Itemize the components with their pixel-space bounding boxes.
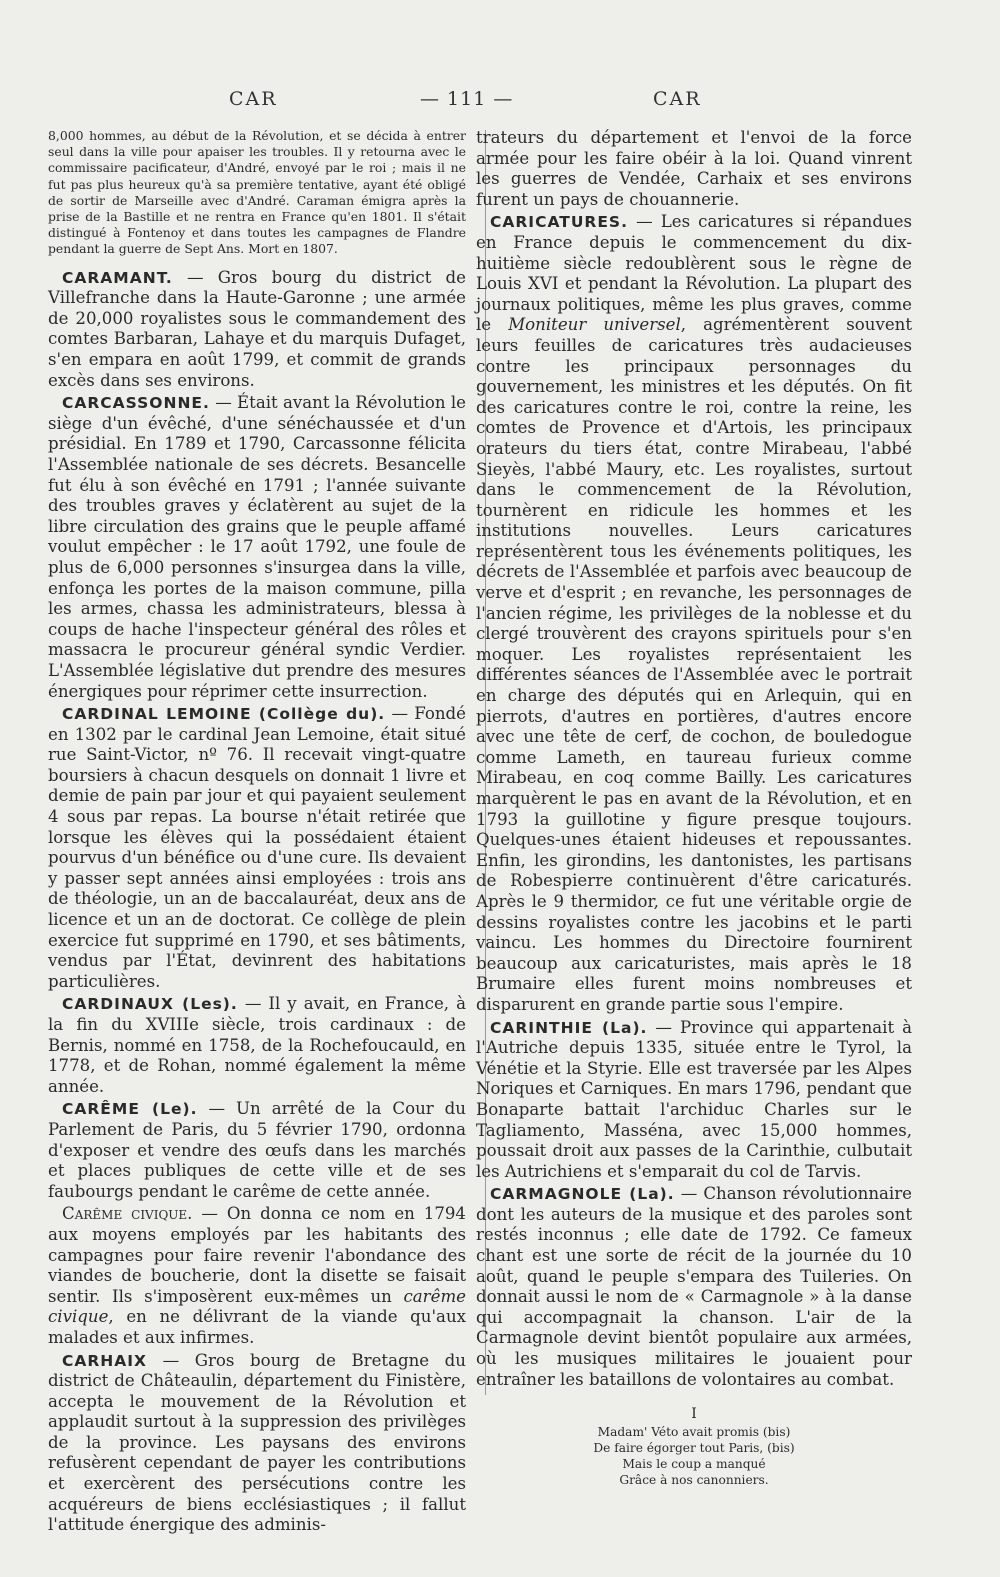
entry-carmagnole-body: — Chanson révolutionnaire dont les auteurs de la musique et des paroles sont restés inconnus ; elle date de 1792. Ce fameux chant est une sorte de récit de la journée du 10 août, quand le peuple s'empara des Tuileries. On donnait aussi le nom de « Carmagnole » à la danse qui accompagnait la chanson. L'air de la Carmagnole devint bientôt populaire aux armées, où les musiques militaires le jouaient pour entraîner les bataillons de volontaires au combat. — [476, 1184, 912, 1389]
entry-carhaix-body: — Gros bourg de Bretagne du district de Châteaulin, département du Finistère, accepta le mouvement de la Révolution et applaudit surtout à la suppression des privilèges de la province. Les paysans des environs refusèrent cependant de payer les contributions et exercèrent des persécutions contre les acquéreurs de biens ecclésiastiques ; il fallut l'attitude énergique des adminis- — [48, 1350, 466, 1535]
verse-line-2: De faire égorger tout Paris, (bis) — [593, 1441, 795, 1456]
caraman-note: 8,000 hommes, au début de la Révolution, et se décida à entrer seul dans la ville pour apaiser les troubles. Il y retourna avec le commissaire pacificateur, d'André, envoyé par le roi ; mais il ne fut pas plus heureux qu'à sa première tentative, ayant été obligé de sortir de Marseille avec d'André. Caraman émigra après la prise de la Bastille et ne rentra en France qu'en 1801. Il s'était distingué à Fontenoy et dans toutes les campagnes de Flandre pendant la guerre de Sept Ans. Mort en 1807. — [48, 128, 466, 257]
headword-caramant: CARAMANT. — [62, 268, 173, 287]
song-verse — [476, 1406, 912, 1488]
entry-carcassonne — [48, 393, 466, 702]
entry-careme-body: — Un arrêté de la Cour du Parlement de Paris, du 5 février 1790, ordonna d'exposer et vendre des œufs dans les marchés et places publiques de cette ville et de ses faubourgs pendant le carême de cette année. — [48, 1099, 466, 1201]
entry-carinthie — [476, 1018, 912, 1183]
entry-careme — [48, 1099, 466, 1202]
running-head-right: CAR — [653, 88, 702, 110]
left-column — [48, 128, 466, 1538]
headword-caricatures: CARICATURES. — [490, 213, 628, 232]
headword-carmagnole: CARMAGNOLE (La). — [490, 1185, 675, 1204]
subheading-careme-civique: Carême civique. — [62, 1204, 193, 1224]
entry-caricatures-body-1: — Les caricatures si répandues en France depuis le commencement du dix-huitième siècle redoublèrent sous le règne de Louis XVI et pendant la Révolution. La plupart des journaux politiques, même les plus graves, comme le — [476, 212, 912, 335]
entry-careme-civique-body-1: — On donna ce nom en 1794 aux moyens employés par les habitants des campagnes pour faire revenir l'abondance des viandes de boucherie, dont la disette se faisait sentir. Ils s'imposèrent eux-mêmes un — [48, 1204, 466, 1306]
entry-caricatures-body-2: , agrémentèrent souvent leurs feuilles de caricatures très audacieuses contre les principaux personnages du gouvernement, les ministres et les députés. On fit des caricatures contre le roi, contre la reine, les comtes de Provence et d'Artois, les principaux orateurs du tiers état, contre Mirabeau, l'abbé Sieyès, l'abbé Maury, etc. Les royalistes, surtout dans le commencement de la Révolution, tournèrent en ridicule les hommes et les institutions nouvelles. Leurs caricatures représentèrent tous les événements politiques, les décrets de l'Assemblée et parfois avec beaucoup de verve et d'esprit ; en revanche, les personnages de l'ancien régime, les privilèges de la noblesse et du clergé trouvèrent des crayons spirituels pour s'en moquer. Les royalistes représentaient les différentes séances de l'Assemblée avec le portrait en charge des députés qui en Arlequin, qui en pierrots, d'autres en portières, d'autres encore avec une tête de cerf, de cochon, de bouledogue comme Lameth, en taureau furieux comme Mirabeau, en coq comme Bailly. Les caricatures marquèrent le pas en avant de la Révolution, et en 1793 la guillotine y figure presque toujours. Quelques-unes étaient hideuses et repoussantes. Enfin, les girondins, les dantonistes, les partisans de Robespierre continuèrent d'être caricaturés. Après le 9 thermidor, ce fut une véritable orgie de dessins royalistes contre les jacobins et le parti vaincu. Les hommes du Directoire fournirent beaucoup aux caricaturistes, mais après le 18 Brumaire elles furent moins nombreuses et disparurent en grande partie sous l'empire. — [476, 315, 913, 1014]
entry-carhaix — [48, 1351, 466, 1536]
moniteur-italic: Moniteur universel — [508, 315, 681, 335]
entry-careme-civique-body-2: , en ne délivrant de la viande qu'aux malades et aux infirmes. — [48, 1307, 466, 1347]
verse-line-4: Grâce à nos canonniers. — [619, 1473, 769, 1488]
entry-caramant — [48, 268, 466, 392]
entry-cardinaux — [48, 994, 466, 1097]
careme-civique-italic: carême civique — [48, 1286, 466, 1327]
verse-line-3: Mais le coup a manqué — [622, 1457, 766, 1472]
verse-line-1: Madam' Véto avait promis (bis) — [597, 1425, 791, 1440]
verse-number: I — [691, 1406, 697, 1423]
headword-cardinal-lemoine: CARDINAL LEMOINE (Collège du). — [62, 705, 386, 724]
entry-cardinal-lemoine-body: — Fondé en 1302 par le cardinal Jean Lemoine, était situé rue Saint-Victor, nº 76. Il recevait vingt-quatre boursiers à chacun desquels on donnait 1 livre et demie de pain par jour et qui payaient seulement 4 sous par repas. La bourse n'était retirée que lorsque les élèves qui la possédaient étaient pourvus d'un bénéfice ou d'une cure. Ils devaient y passer sept années ainsi employées : trois ans de théologie, un an de baccalauréat, deux ans de licence et un an de doctorat. Ce collège de plein exercice fut supprimé en 1790, et ses bâtiments, vendus par l'État, devinrent des habitations particulières. — [48, 704, 466, 991]
entry-carcassonne-body: — Était avant la Révolution le siège d'un évêché, d'une sénéchaussée et d'un présidial. En 1789 et 1790, Carcassonne félicita l'Assemblée nationale de ses décrets. Besancelle fut élu à son évêché en 1791 ; l'année suivante des troubles graves y éclatèrent au sujet de la libre circulation des grains que le peuple affamé voulut empêcher : le 17 août 1792, une foule de plus de 6,000 personnes s'insurgea dans la ville, enfonça les portes de la maison commune, pilla les armes, chassa les administrateurs, blessa à coups de hache l'inspecteur général des rôles et massacra le procureur général syndic Verdier. L'Assemblée législative dut prendre des mesures énergiques pour réprimer cette insurrection. — [48, 393, 466, 701]
headword-carhaix: CARHAIX — [62, 1351, 147, 1370]
right-column — [476, 128, 912, 1488]
entry-caramant-body: — Gros bourg du district de Villefranche dans la Haute-Garonne ; une armée de 20,000 royalistes sous le commandement des comtes Barbaran, Lahaye et du marquis Dufaget, s'en empara en août 1799, et commit de grands excès dans ses environs. — [48, 267, 466, 390]
entry-carhaix-continued: trateurs du département et l'envoi de la force armée pour les faire obéir à la loi. Quand vinrent les guerres de Vendée, Carhaix et ses environs furent un pays de chouannerie. — [476, 128, 912, 209]
entry-carmagnole — [476, 1184, 912, 1390]
entry-careme-civique — [48, 1204, 466, 1348]
entry-cardinal-lemoine — [48, 704, 466, 992]
headword-careme: CARÊME (Le). — [62, 1100, 198, 1119]
headword-cardinaux: CARDINAUX (Les). — [62, 995, 238, 1014]
headword-carcassonne: CARCASSONNE. — [62, 394, 210, 413]
page-number: — 111 — — [420, 88, 514, 110]
entry-carinthie-body: — Province qui appartenait à l'Autriche depuis 1335, située entre le Tyrol, la Vénétie et la Styrie. Elle est traversée par les Alpes Noriques et Carniques. En mars 1796, pendant que Bonaparte battait l'archiduc Charles sur le Tagliamento, Masséna, avec 15,000 hommes, poussait droit aux passes de la Carinthie, culbutait les Autrichiens et s'emparait du col de Tarvis. — [476, 1017, 912, 1181]
entry-caricatures — [476, 212, 912, 1015]
headword-carinthie: CARINTHIE (La). — [490, 1018, 648, 1037]
entry-cardinaux-body: — Il y avait, en France, à la fin du XVIIIe siècle, trois cardinaux : de Bernis, nommé en 1758, de la Rochefoucauld, en 1778, et de Rohan, nommé également la même année. — [48, 994, 466, 1096]
running-head-left: CAR — [229, 88, 278, 110]
